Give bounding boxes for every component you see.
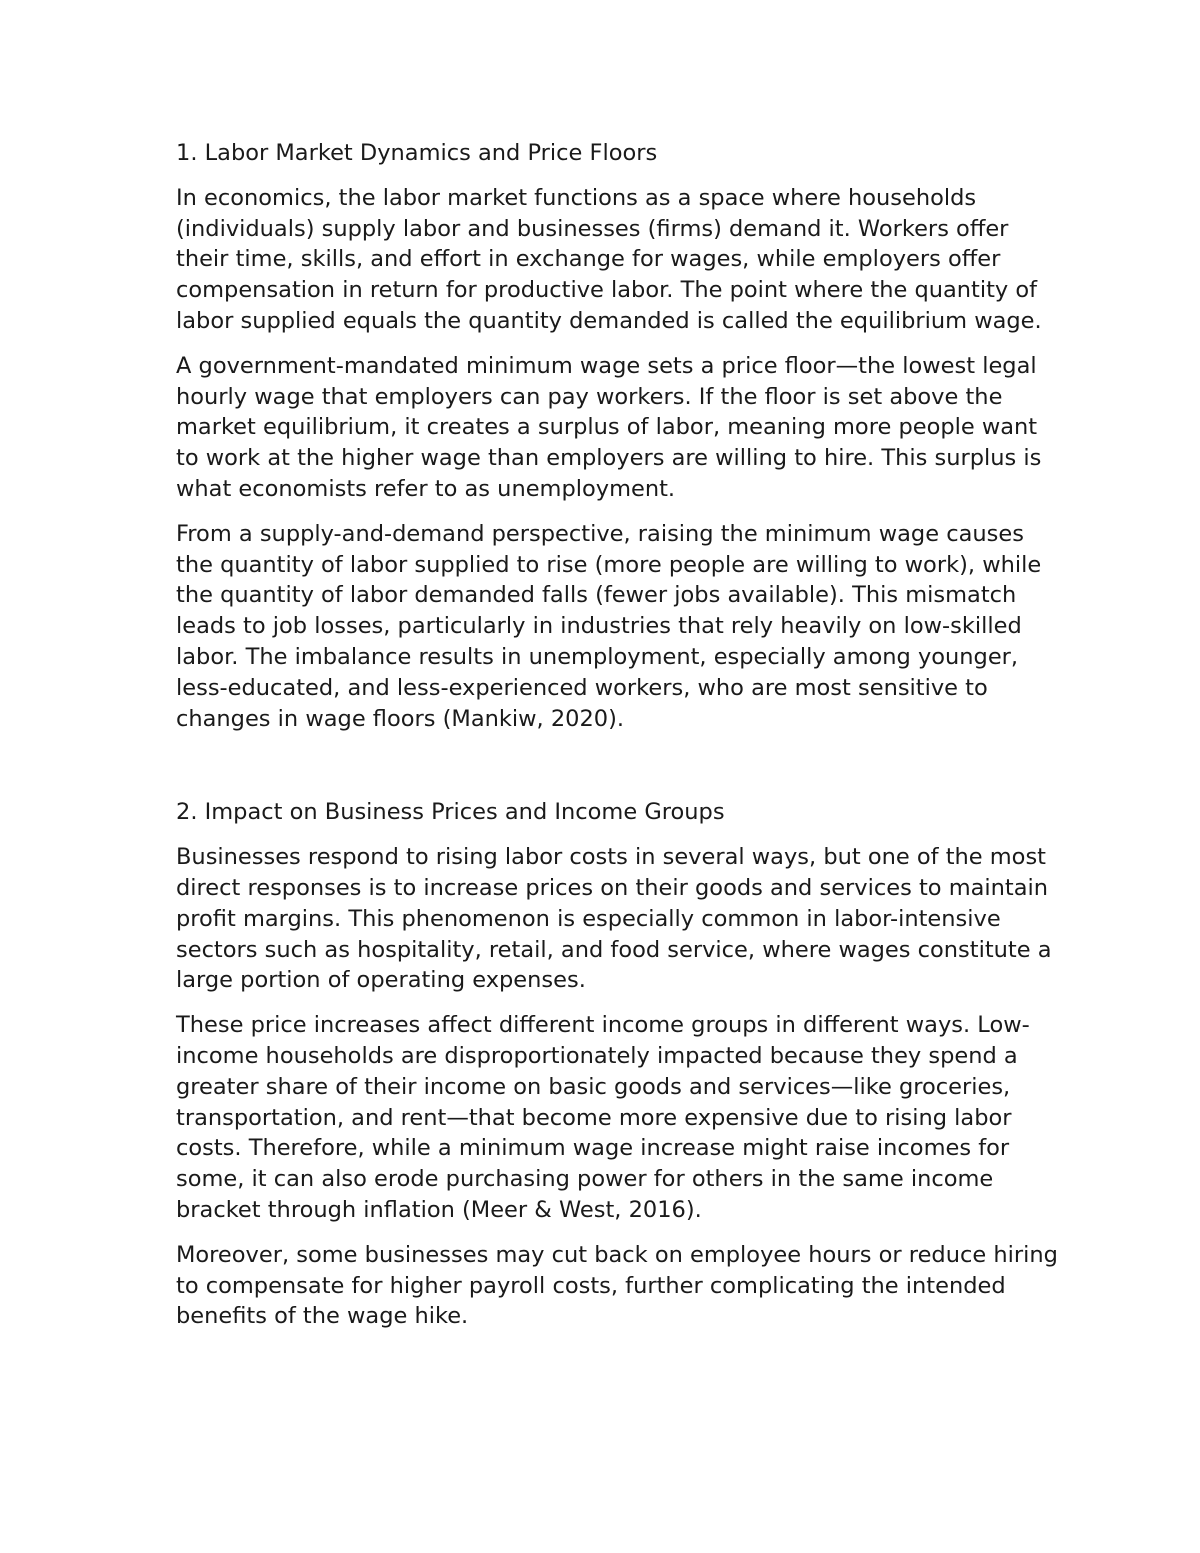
section-heading: 2. Impact on Business Prices and Income Groups bbox=[176, 799, 725, 826]
paragraph: A government-mandated minimum wage sets a price floor—the lowest legal hourly wage that employers can pay workers. If the floor is set above the market equilibrium, it creates a surplus of labor, meaning more people want to work at the higher wage than employers are willing to hire. This surplus is what economists refer to as unemployment. bbox=[176, 352, 1042, 502]
section-heading: 1. Labor Market Dynamics and Price Floors bbox=[176, 140, 658, 166]
section-business-prices bbox=[176, 797, 1066, 1332]
paragraph: From a supply-and-demand perspective, raising the minimum wage causes the quantity of labor supplied to rise (more people are willing to work), while the quantity of labor demanded falls (fewer jobs available). This mismatch leads to job losses, particularly in industries that rely heavily on low-skilled labor. The imbalance results in unemployment, especially among younger, less-educated, and less-experienced workers, who are most sensitive to changes in wage floors (Mankiw, 2020). bbox=[176, 520, 1042, 732]
paragraph: These price increases affect different income groups in different ways. Low-income households are disproportionately impacted because they spend a greater share of their income on basic goods and services—like groceries, transportation, and rent—that become more expensive due to rising labor costs. Therefore, while a minimum wage increase might raise incomes for some, it can also erode purchasing power for others in the same income bracket through inflation (Meer & West, 2016). bbox=[176, 1012, 1030, 1223]
paragraph: In economics, the labor market functions as a space where households (individuals) supply labor and businesses (firms) demand it. Workers offer their time, skills, and effort in exchange for wages, while employers offer compensation in return for productive labor. The point where the quantity of labor supplied equals the quantity demanded is called the equilibrium wage. bbox=[176, 184, 1042, 334]
paragraph: Moreover, some businesses may cut back on employee hours or reduce hiring to compensate for higher payroll costs, further complicating the intended benefits of the wage hike. bbox=[176, 1241, 1058, 1330]
section-labor-market bbox=[176, 138, 1066, 734]
document-page bbox=[176, 138, 1066, 1346]
paragraph: Businesses respond to rising labor costs in several ways, but one of the most direct responses is to increase prices on their goods and services to maintain profit margins. This phenomenon is especially common in labor-intensive sectors such as hospitality, retail, and food service, where wages constitute a large portion of operating expenses. bbox=[176, 844, 1052, 994]
